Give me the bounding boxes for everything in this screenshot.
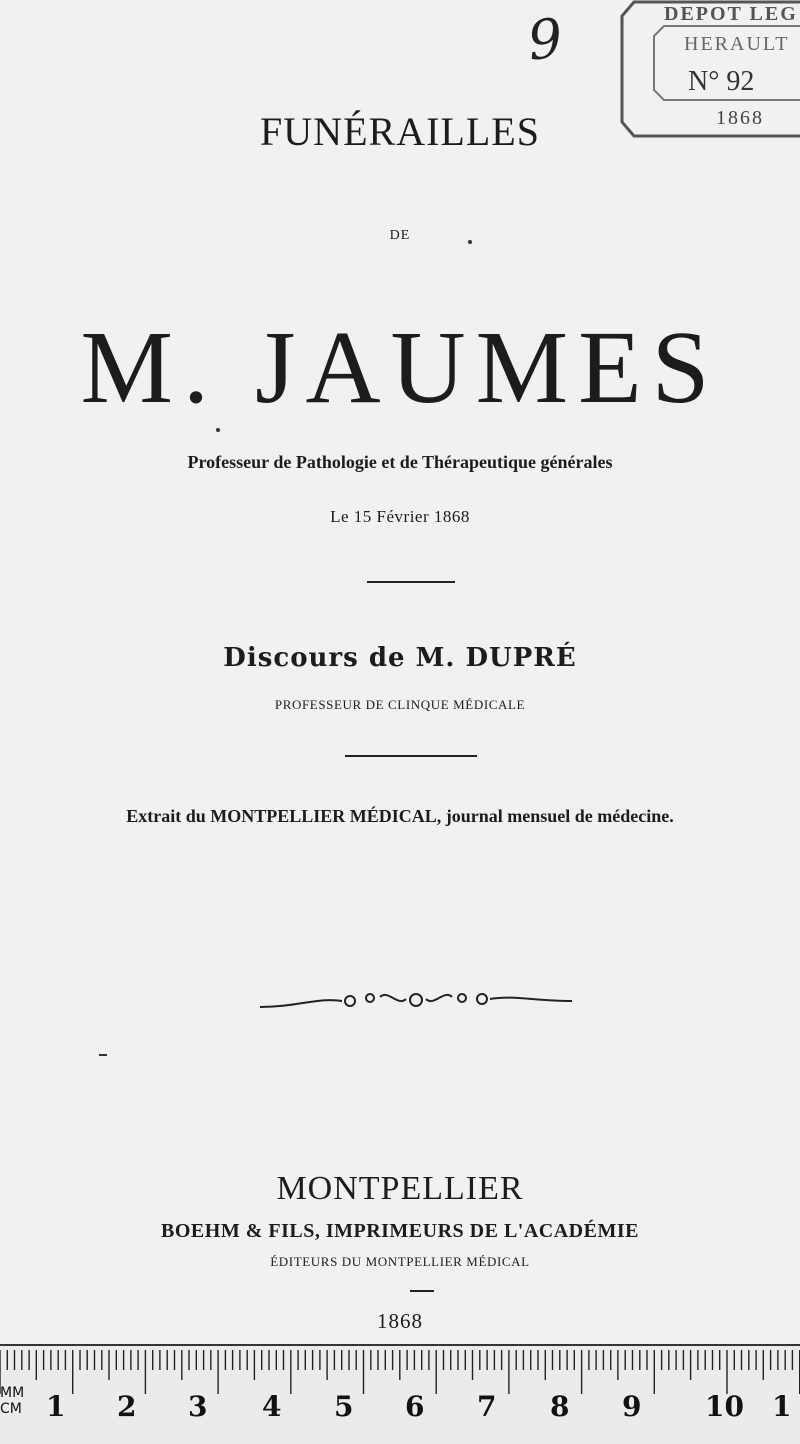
extrait-line: Extrait du MONTPELLIER MÉDICAL, journal mensuel de médecine.: [126, 806, 674, 826]
ruler-number: 10: [705, 1390, 744, 1423]
ruler-number: 1: [772, 1390, 792, 1423]
title-name: M. JAUMES: [80, 310, 720, 425]
handwritten-number: 9: [524, 6, 566, 73]
discours-subtitle: PROFESSEUR DE CLINQUE MÉDICALE: [274, 697, 526, 712]
svg-text:DEPOT LEG: DEPOT LEG: [664, 3, 798, 25]
discours-title: Discours de M. DUPRÉ: [223, 643, 577, 673]
ruler-number: 1: [46, 1390, 66, 1423]
subtitle-profession: Professeur de Pathologie et de Thérapeutique générales: [187, 452, 613, 472]
ruler-number: 8: [550, 1390, 570, 1423]
ruler-number: 6: [405, 1390, 425, 1423]
title-funerailles: FUNÉRAILLES: [260, 109, 540, 154]
ruler-number: 5: [334, 1390, 354, 1423]
title-de: DE: [389, 228, 411, 243]
ink-speck: [216, 428, 220, 432]
ruler-number: 3: [188, 1390, 208, 1423]
ruler-cm-label: CM: [0, 1401, 22, 1417]
imprint-city: MONTPELLIER: [276, 1170, 524, 1207]
date-line: Le 15 Février 1868: [330, 507, 470, 526]
ink-speck: [99, 1054, 107, 1056]
divider-rule: [367, 581, 455, 583]
svg-text:N° 92: N° 92: [688, 66, 755, 97]
divider-rule: [410, 1290, 434, 1292]
ruler-number: 2: [117, 1390, 137, 1423]
ornament-flourish-icon: [258, 985, 574, 1015]
imprint-printer: BOEHM & FILS, IMPRIMEURS DE L'ACADÉMIE: [161, 1220, 639, 1242]
ruler-number: 7: [477, 1390, 497, 1423]
ruler-number: 9: [622, 1390, 642, 1423]
ink-speck: [468, 240, 472, 244]
imprint-year: 1868: [377, 1309, 423, 1333]
ruler-mm-label: MM: [0, 1385, 25, 1401]
imprint-editors: ÉDITEURS DU MONTPELLIER MÉDICAL: [270, 1254, 530, 1269]
ruler-unit-labels: [0, 1385, 24, 1417]
ruler-number: 4: [262, 1390, 282, 1423]
svg-text:1868: 1868: [716, 107, 764, 129]
divider-rule: [345, 755, 477, 757]
svg-text:HERAULT: HERAULT: [684, 33, 790, 55]
